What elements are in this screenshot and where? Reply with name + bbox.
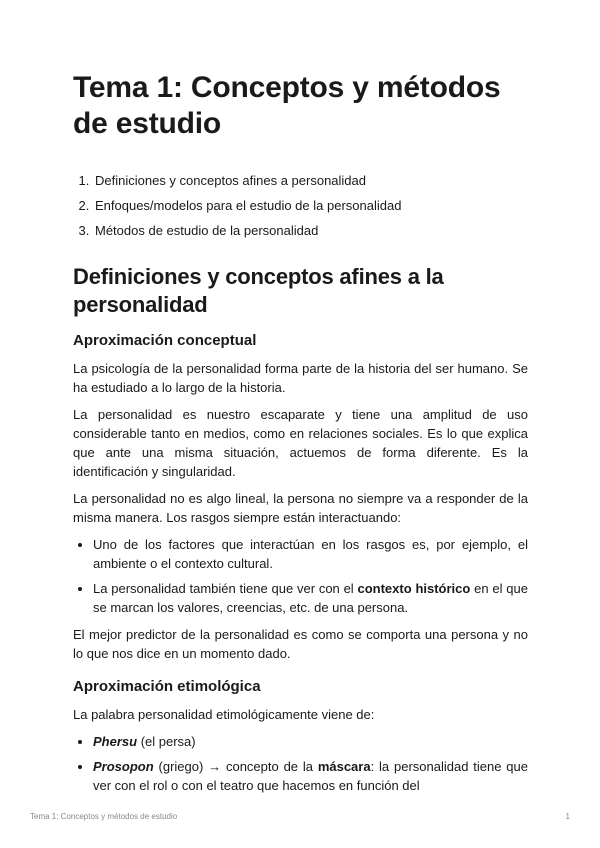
toc-item: 2. Enfoques/modelos para el estudio de la personalidad bbox=[93, 193, 528, 218]
emphasis-text: Phersu bbox=[93, 734, 138, 749]
list-item: • Uno de los factores que interactúan en los rasgos es, por ejemplo, el ambiente o el contexto cultural. bbox=[93, 535, 528, 573]
list-item bbox=[93, 757, 528, 795]
bullet-list bbox=[73, 732, 528, 795]
page-title bbox=[73, 70, 528, 142]
page-number: 1 bbox=[565, 812, 570, 821]
footer-title: Tema 1: Conceptos y métodos de estudio bbox=[30, 812, 178, 821]
subsection-heading-conceptual: Aproximación conceptual bbox=[73, 332, 257, 349]
list-item-text: La personalidad también tiene que ver con el bbox=[93, 581, 358, 596]
document-page bbox=[73, 70, 528, 803]
list-item-text: (griego) → concepto de la bbox=[153, 759, 318, 774]
emphasis-text: máscara bbox=[317, 759, 371, 774]
list-item-text: (el persa) bbox=[137, 734, 196, 749]
list-item bbox=[93, 579, 528, 617]
emphasis-text: Prosopon bbox=[93, 759, 154, 774]
subsection-heading-etymological: Aproximación etimológica bbox=[73, 678, 261, 695]
list-item bbox=[93, 732, 528, 751]
toc-item: 1. Definiciones y conceptos afines a personalidad bbox=[93, 168, 528, 193]
section-heading bbox=[73, 263, 528, 319]
emphasis-text: contexto histórico bbox=[357, 581, 471, 596]
list-item-text: en el que se marcan los valores, creencias, etc. de una persona. bbox=[93, 581, 528, 615]
paragraph: El mejor predictor de la personalidad es como se comporta una persona y no lo que nos dice en un momento dado. bbox=[73, 627, 528, 661]
page-title-line2: de estudio bbox=[73, 107, 222, 140]
section-heading-line2: personalidad bbox=[73, 292, 208, 317]
table-of-contents bbox=[73, 168, 528, 243]
page-footer bbox=[30, 812, 570, 821]
paragraph: La personalidad no es algo lineal, la persona no siempre va a responder de la misma manera. Los rasgos siempre están interactuando: bbox=[73, 491, 528, 525]
bullet-list bbox=[73, 535, 528, 617]
toc-item: 3. Métodos de estudio de la personalidad bbox=[93, 218, 528, 243]
paragraph: La personalidad es nuestro escaparate y tiene una amplitud de uso considerable tanto en medios, como en relaciones sociales. Es lo que explica que ante una misma situación, actuemos de forma diferente. Es la identificación y singularidad. bbox=[73, 407, 528, 479]
paragraph: La psicología de la personalidad forma parte de la historia del ser humano. Se ha estudiado a lo largo de la historia. bbox=[73, 361, 528, 395]
paragraph: La palabra personalidad etimológicamente viene de: bbox=[73, 707, 375, 722]
section-heading-line1: Definiciones y conceptos afines a la bbox=[73, 264, 444, 289]
page-title-line1: Tema 1: Conceptos y métodos bbox=[73, 71, 501, 104]
list-item-text: : la personalidad tiene que ver con el rol o con el teatro que hacemos en función del bbox=[93, 759, 528, 793]
